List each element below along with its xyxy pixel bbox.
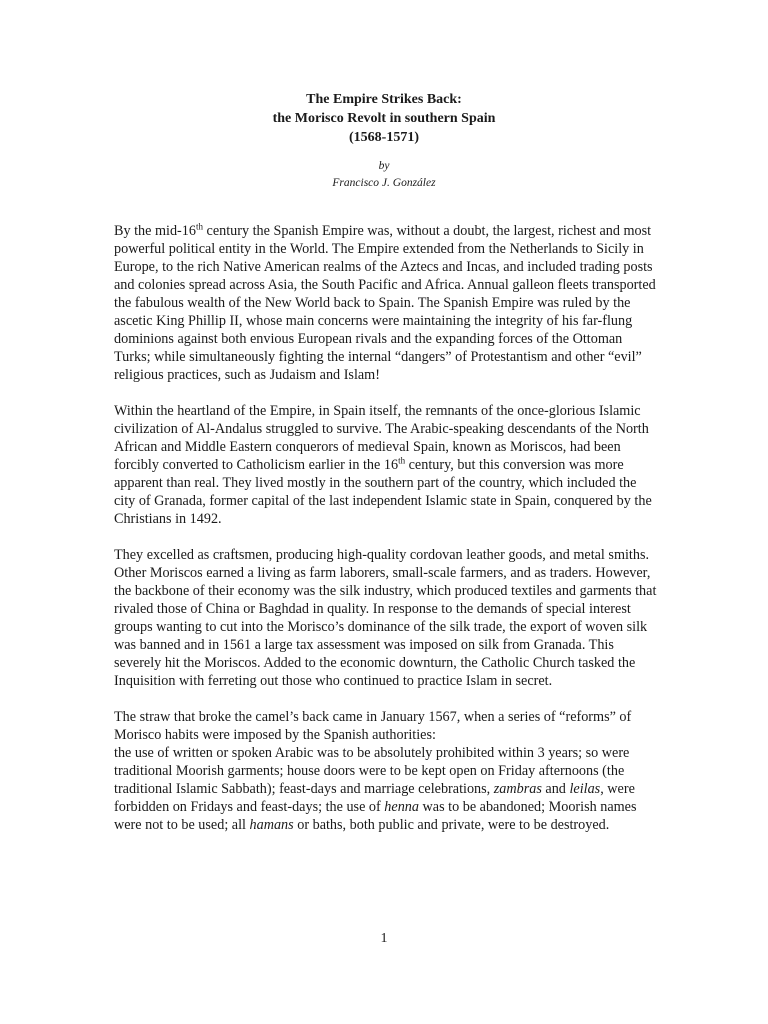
- ordinal-superscript: th: [195, 221, 203, 232]
- title-line-2: the Morisco Revolt in southern Spain: [272, 111, 496, 126]
- paragraph-5-text-a: the use of written or spoken Arabic was to be absolutely prohibited within 3 years; so were traditional Moorish garments; house doors were to be kept open on Friday afternoons (the traditional Islamic Sabbath); feast-days and marriage celebrations,: [114, 745, 630, 797]
- term-henna: henna: [384, 799, 419, 815]
- paragraph-5: [114, 744, 659, 834]
- byline: [0, 158, 768, 192]
- byline-by: by: [378, 160, 390, 172]
- paragraph-1-text-a: By the mid-16: [114, 223, 196, 239]
- term-hamans: hamans: [249, 817, 294, 833]
- paragraph-2: [114, 402, 659, 528]
- paragraph-1: [114, 222, 659, 384]
- paragraph-5-text-b: and: [541, 781, 570, 797]
- title-line-3: (1568-1571): [349, 130, 419, 145]
- page-number: 1: [380, 931, 388, 946]
- title-block: [0, 90, 768, 147]
- term-zambras: zambras: [493, 781, 542, 797]
- paragraph-5-text-c: , were forbidden on Fridays and feast-days; the use of: [114, 781, 635, 815]
- paragraph-2-text-a: Within the heartland of the Empire, in Spain itself, the remnants of the once-glorious Islamic civilization of Al-Andalus struggled to survive. The Arabic-speaking descendants of the North African and Middle Eastern conquerors of medieval Spain, known as Moriscos, had been forcibly converted to Catholicism earlier in the 16: [114, 403, 649, 473]
- article-body: [114, 222, 659, 852]
- ordinal-superscript: th: [398, 455, 406, 466]
- title-line-1: The Empire Strikes Back:: [306, 92, 462, 107]
- byline-author: Francisco J. González: [332, 177, 436, 189]
- paragraph-4: The straw that broke the camel’s back came in January 1567, when a series of “reforms” of Morisco habits were imposed by the Spanish authorities:: [114, 709, 632, 743]
- paragraph-5-text-e: or baths, both public and private, were to be destroyed.: [293, 817, 610, 833]
- paragraph-1-text-b: century the Spanish Empire was, without a doubt, the largest, richest and most powerful political entity in the World. The Empire extended from the Netherlands to Sicily in Europe, to the rich Native American realms of the Aztecs and Incas, and included trading posts and colonies spread across Asia, the South Pacific and Africa. Annual galleon fleets transported the fabulous wealth of the New World back to Spain. The Spanish Empire was ruled by the ascetic King Phillip II, whose main concerns were maintaining the integrity of his far-flung dominions against both envious European rivals and the expanding forces of the Ottoman Turks; while simultaneously fighting the internal “dangers” of Protestantism and other “evil” religious practices, such as Judaism and Islam!: [114, 223, 656, 383]
- paragraph-5-text-d: was to be abandoned; Moorish names were not to be used; all: [114, 799, 637, 833]
- paragraph-3: They excelled as craftsmen, producing high-quality cordovan leather goods, and metal smiths. Other Moriscos earned a living as farm laborers, small-scale farmers, and as traders. However, the backbone of their economy was the silk industry, which produced textiles and garments that rivaled those of China or Baghdad in quality. In response to the demands of special interest groups wanting to cut into the Morisco’s dominance of the silk trade, the export of woven silk was banned and in 1561 a large tax assessment was imposed on silk from Granada. This severely hit the Moriscos. Added to the economic downturn, the Catholic Church tasked the Inquisition with ferreting out those who continued to practice Islam in secret.: [114, 547, 657, 689]
- paragraph-2-text-b: century, but this conversion was more apparent than real. They lived mostly in the southern part of the country, which included the city of Granada, former capital of the last independent Islamic state in Spain, conquered by the Christians in 1492.: [114, 457, 652, 527]
- term-leilas: leilas: [569, 781, 601, 797]
